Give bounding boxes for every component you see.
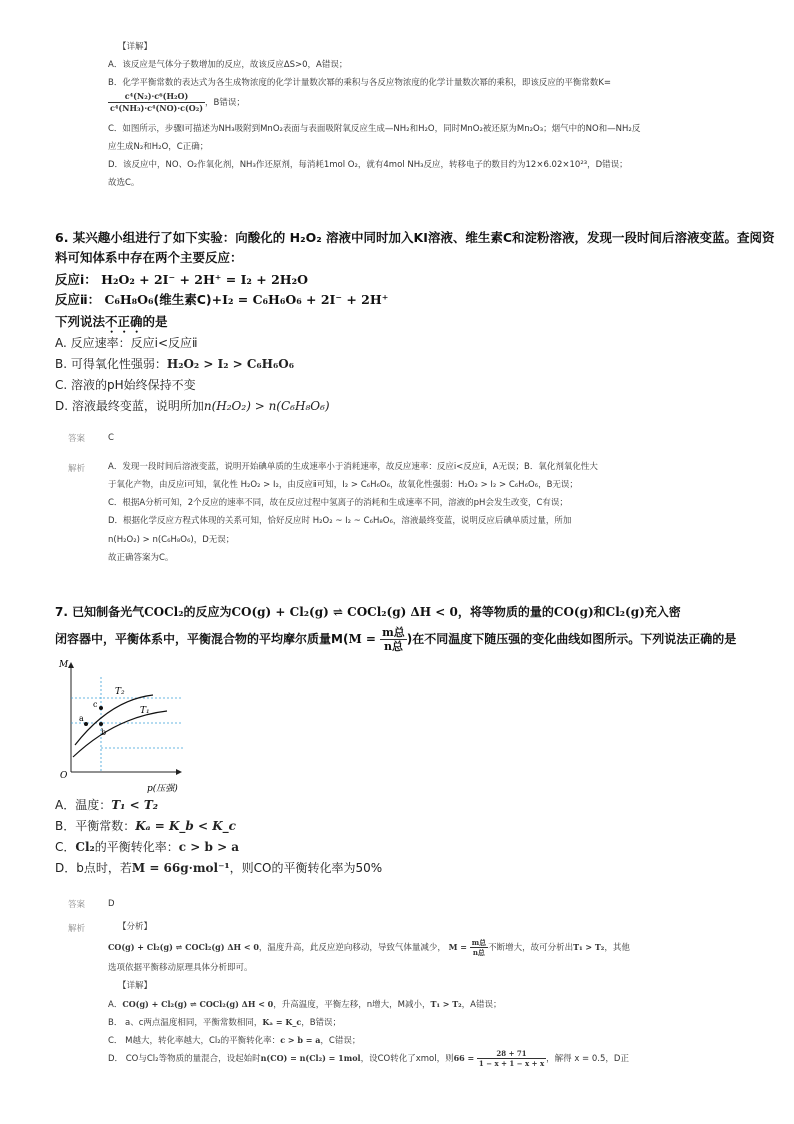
q7-analysis-text3: ，其他 (604, 943, 630, 953)
q7-stem-and: 和 (593, 605, 606, 619)
q7-option-c-text: 的平衡转化率： (94, 840, 179, 854)
q7-answer-label: 答案 (68, 900, 86, 910)
q7-graph-origin: O (60, 771, 68, 781)
q6-reaction-1-equation: H₂O₂ + 2I⁻ + 2H⁺ = I₂ + 2H₂O (101, 272, 308, 287)
q7-detail-c-math: c > b = a (280, 1035, 321, 1045)
q6-analysis-line6: 故正确答案为C。 (108, 553, 174, 563)
q6-option-a: A. 反应速率：反应ⅰ<反应ⅱ (55, 336, 198, 350)
q6-answer-value: C (108, 433, 114, 443)
q6-option-d-text: D. 溶液最终变蓝，说明所加 (55, 399, 204, 413)
q7-analysis-eq: CO(g) + Cl₂(g) ⇌ COCl₂(g) ΔH < 0 (108, 942, 259, 952)
q7-detail-a-text: ，升高温度，平衡左移，n增大，M减小， (273, 1000, 431, 1010)
q6-stem-line1: 6. 某兴趣小组进行了如下实验：向酸化的 H₂O₂ 溶液中同时加入KI溶液、维生素C和淀粉溶液，发现一段时间后溶液变蓝。查阅资 (55, 230, 775, 245)
q7-analysis-line1 (108, 938, 630, 957)
q7-option-c-math: c > b > a (178, 840, 240, 854)
q7-analysis-text1: ，温度升高，此反应逆向移动，导致气体量减少， (258, 943, 446, 953)
q7-stem-cl2: Cl₂(g) (605, 605, 645, 619)
q7-option-d-math: M = 66g·mol⁻¹ (131, 861, 230, 875)
q7-detail-d-66: 66 = (453, 1053, 475, 1063)
q7-detail-heading: 【详解】 (118, 981, 153, 991)
q7-detail-d-num: 28 + 71 (477, 1049, 546, 1059)
q7-analysis-heading: 【分析】 (118, 922, 153, 932)
q7-detail-a (108, 995, 502, 1014)
prev-option-b-tail: ，B错误； (205, 98, 245, 108)
q6-option-b (55, 354, 294, 374)
q7-stem2-numerator: m总 (382, 626, 405, 639)
q7-graph-label-t1: T₁ (140, 706, 150, 716)
q7-detail-a-pre: A． (108, 1000, 123, 1010)
q7-graph-curve-t1 (73, 711, 167, 757)
q6-option-b-text: B. 可得氧化性强弱： (55, 357, 167, 371)
q7-graph-x-label: p(压强) (147, 784, 178, 794)
q7-stem2-post: )在不同温度下随压强的变化曲线如图所示。下列说法正确的是 (406, 632, 737, 646)
prev-option-c-line1: C．如图所示，步骤Ⅰ可描述为NH₃吸附到MnO₂表面与表面吸附氧反应生成—NH₂和H₂O，同时MnO₂被还原为Mn₂O₃；烟气中的NO和—NH₂反 (108, 124, 641, 134)
q7-detail-d-mid: ，设CO转化了xmol，则 (360, 1054, 454, 1064)
q7-option-a (55, 795, 158, 815)
q7-graph-label-b: b (101, 728, 107, 737)
q7-detail-d-den: 1 − x + 1 − x + x (478, 1059, 545, 1068)
q7-analysis-text2: 不断增大，故可分析出 (488, 943, 574, 953)
prev-option-b-line1: B．化学平衡常数的表达式为各生成物浓度的化学计量数次幂的乘积与各反应物浓度的化学计量数次幂的乘积，即该反应的平衡常数K= (108, 78, 612, 88)
q7-graph-point-c (99, 706, 103, 710)
prev-option-a: A．该反应是气体分子数增加的反应，故该反应ΔS>0，A错误； (108, 60, 348, 70)
q7-graph-point-a (84, 722, 88, 726)
prev-option-c-line2: 应生成N₂和H₂O，C正确； (108, 142, 209, 152)
q7-analysis-line2: 选项依据平衡移动原理具体分析即可。 (108, 963, 253, 973)
q7-graph-point-b (99, 722, 103, 726)
q7-option-d-post: ，则CO的平衡转化率为50% (229, 861, 383, 875)
q7-detail-c-end: ，C错误； (320, 1036, 361, 1046)
q7-detail-d-text: D． CO与Cl₂等物质的量混合，设起始时 (108, 1054, 261, 1064)
q7-detail-b-end: ，B错误； (301, 1018, 342, 1028)
q6-option-b-math: H₂O₂ > I₂ > C₆H₆O₆ (166, 357, 294, 371)
q7-detail-c-text: C． M越大，转化率越大，Cl₂的平衡转化率： (108, 1036, 281, 1046)
q7-detail-a-eq: CO(g) + Cl₂(g) ⇌ COCl₂(g) ΔH < 0 (122, 999, 274, 1009)
q7-stem2-pre: 闭容器中，平衡体系中，平衡混合物的平均摩尔质量M( (55, 632, 349, 646)
q7-graph-y-label: M (59, 660, 69, 670)
q7-detail-d-end: ，解得 x = 0.5，D正 (546, 1054, 629, 1064)
prev-k-numerator: c⁴(N₂)·c⁶(H₂O) (108, 91, 205, 103)
q6-reaction-2-reactant: C₆H₈O₆ (104, 292, 154, 307)
q6-vitamin-c-label: (维生素C) (153, 292, 212, 307)
q7-stem-phosgene: COCl₂ (144, 605, 184, 619)
q7-option-c-cl2: Cl₂ (75, 840, 95, 854)
q6-analysis-label: 解析 (68, 464, 86, 474)
q7-stem-mid2: ，将等物质的量的 (457, 605, 554, 619)
q6-reaction-2-label: 反应ⅱ： (55, 292, 101, 307)
q6-question-emphasis: 不正确 (105, 314, 143, 329)
prev-option-d: D．该反应中，NO、O₂作氧化剂，NH₃作还原剂，每消耗1mol O₂，就有4mol NH₃反应，转移电子的数目约为12×6.02×10²³，D错误； (108, 160, 628, 170)
q7-analysis-m-num: m总 (471, 938, 487, 947)
q7-answer-value: D (108, 899, 115, 909)
q7-graph-label-c: c (93, 700, 98, 709)
q7-detail-b (108, 1013, 341, 1032)
q7-stem-equation: CO(g) + Cl₂(g) ⇌ COCl₂(g) ΔH < 0 (231, 605, 458, 619)
q7-stem2-m: M = (348, 632, 376, 646)
q7-detail-d-math: n(CO) = n(Cl₂) = 1mol (260, 1053, 361, 1063)
q7-option-d (55, 858, 382, 878)
q6-reaction-2 (55, 290, 388, 310)
q7-graph-label-t2: T₂ (115, 687, 125, 697)
q7-detail-a-end: ，A错误； (461, 1000, 502, 1010)
q6-analysis-line2: 于氧化产物，由反应ⅰ可知，氧化性 H₂O₂ > I₂，由反应ⅱ可知，I₂ > C₆H₆O₆，故氧化性强弱：H₂O₂ > I₂ > C₆H₆O₆，B无误； (108, 480, 578, 490)
q7-graph-curve-t2 (75, 695, 153, 745)
q6-option-d-math: n(H₂O₂) > n(C₆H₈O₆) (203, 399, 330, 413)
q6-option-d (55, 396, 330, 416)
q7-stem-line1 (55, 602, 681, 622)
prev-conclusion: 故选C。 (108, 178, 140, 188)
q7-stem-pre: 7. 已知制备光气 (55, 605, 145, 619)
q7-analysis-m-den: n总 (472, 948, 485, 957)
q7-detail-b-math: Kₐ = K_c (262, 1017, 302, 1027)
q7-analysis-label: 解析 (68, 924, 86, 934)
q6-reaction-2-rest: +I₂ = C₆H₆O₆ + 2I⁻ + 2H⁺ (211, 292, 389, 307)
q7-stem-mid: 的反应为 (183, 605, 232, 619)
q6-reaction-1 (55, 270, 308, 290)
q6-answer-label: 答案 (68, 434, 86, 444)
q7-option-a-math: T₁ < T₂ (111, 798, 158, 812)
q7-option-a-text: A．温度： (55, 798, 112, 812)
q7-option-b-math: Kₐ = K_b < K_c (135, 819, 236, 833)
q7-stem-line2 (55, 626, 736, 653)
q6-question-post: 的是 (142, 314, 168, 329)
q7-detail-c (108, 1031, 360, 1050)
q6-reaction-1-label: 反应ⅰ： (55, 272, 97, 287)
q7-detail-b-text: B． a、c两点温度相同，平衡常数相同， (108, 1018, 263, 1028)
q6-option-c: C. 溶液的pH始终保持不变 (55, 378, 196, 392)
q7-detail-d (108, 1049, 629, 1068)
q7-graph (55, 655, 190, 795)
prev-k-denominator: c⁴(NH₃)·c⁴(NO)·c(O₂) (110, 103, 204, 113)
q6-analysis-line4: D．根据化学反应方程式体现的关系可知，恰好反应时 H₂O₂ ~ I₂ ~ C₆H₈O₆，溶液最终变蓝，说明反应后碘单质过量，所加 (108, 516, 572, 526)
q7-stem-co: CO(g) (553, 605, 594, 619)
q7-option-d-text: D．b点时，若 (55, 861, 132, 875)
q6-stem-line2: 料可知体系中存在两个主要反应： (55, 250, 243, 265)
q7-option-c: C．Cl₂的平衡转化率：c > b > a (55, 840, 240, 854)
q7-graph-label-a: a (79, 714, 84, 723)
q7-detail-a-t: T₁ > T₂ (430, 999, 462, 1009)
q6-analysis-line3: C．根据A分析可知，2个反应的速率不同，故在反应过程中氢离子的消耗和生成速率不同，溶液的pH会发生改变，C有误； (108, 498, 568, 508)
q6-analysis-line5: n(H₂O₂) > n(C₆H₈O₆)，D无误； (108, 535, 235, 545)
q6-question-pre: 下列说法 (55, 314, 106, 329)
q6-analysis-line1: A．发现一段时间后溶液变蓝，说明开始碘单质的生成速率小于消耗速率，故反应速率：反应ⅰ<反应ⅱ，A无误；B．氧化剂氧化性大 (108, 462, 598, 472)
prev-detail-heading: 【详解】 (118, 42, 153, 52)
q7-stem-post: 充入密 (644, 605, 681, 619)
q7-analysis-t-relation: T₁ > T₂ (573, 942, 605, 952)
q7-option-b (55, 816, 236, 836)
q7-stem2-denominator: n总 (383, 640, 403, 653)
prev-option-b-fraction (108, 91, 245, 114)
q7-option-b-text: B．平衡常数： (55, 819, 136, 833)
q7-analysis-m: M = (448, 942, 467, 952)
